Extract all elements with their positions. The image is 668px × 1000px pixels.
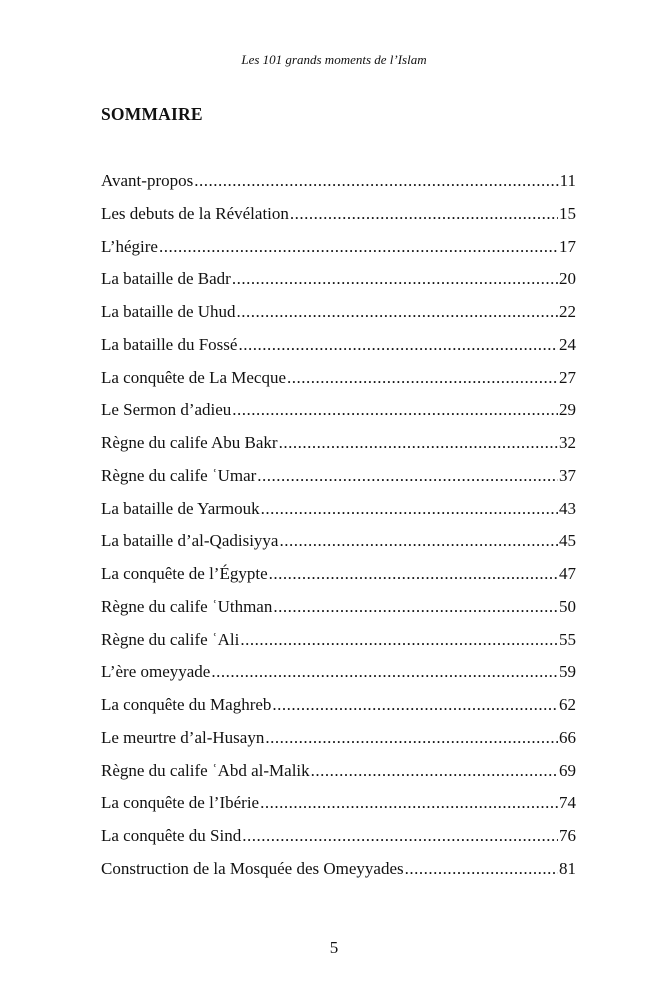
toc-dot-leader [405, 853, 558, 886]
toc-entry [101, 296, 576, 329]
toc-entry-title: La conquête du Sind [101, 826, 242, 845]
toc-dot-leader [238, 329, 558, 362]
toc-dot-leader [279, 525, 558, 558]
toc-entry-page: 45 [559, 531, 576, 551]
toc-entry-title: La conquête de l’Ibérie [101, 793, 260, 813]
toc-dot-leader [272, 689, 558, 722]
toc-entry [101, 263, 576, 296]
toc-entry-page: 24 [559, 334, 576, 354]
toc-entry-page: 69 [559, 760, 576, 780]
toc-entry-page: 22 [559, 302, 576, 321]
toc-entry [101, 525, 576, 558]
toc-dot-leader [242, 820, 558, 853]
toc-entry-page: 15 [559, 203, 576, 223]
toc-entry-page: 76 [559, 826, 576, 845]
toc-entry-title: L’ère omeyyade [101, 662, 211, 682]
toc-entry-page: 11 [559, 171, 576, 190]
toc-dot-leader [260, 787, 558, 820]
toc-dot-leader [237, 296, 558, 329]
toc-entry [101, 493, 576, 526]
toc-dot-leader [159, 231, 558, 264]
toc-entry-page: 74 [559, 793, 576, 813]
toc-dot-leader [279, 427, 558, 460]
toc-entry [101, 427, 576, 460]
toc-dot-leader [194, 165, 558, 198]
toc-entry [101, 198, 576, 231]
toc-entry-title: La bataille de Uhud [101, 302, 236, 321]
toc-entry-title: L’hégire [101, 236, 158, 256]
toc-entry [101, 165, 576, 198]
toc-entry-page: 81 [559, 858, 576, 878]
toc-entry-title: Le meurtre d’al-Husayn [101, 727, 265, 747]
toc-entry-page: 27 [559, 367, 576, 387]
toc-entry-title: La bataille d’al-Qadisiyya [101, 531, 279, 551]
toc-dot-leader [261, 493, 558, 526]
toc-entry-title: Construction de la Mosquée des Omeyyades [101, 858, 404, 878]
toc-entry [101, 591, 576, 624]
toc-entry-page: 17 [559, 236, 576, 256]
toc-entry [101, 362, 576, 395]
toc-dot-leader [269, 558, 558, 591]
toc-entry-page: 32 [559, 433, 576, 452]
toc-entry [101, 624, 576, 657]
toc-entry [101, 329, 576, 362]
toc-entry-page: 47 [559, 564, 576, 583]
toc-entry-page: 62 [559, 695, 576, 714]
toc-entry-title: Règne du calife ʿUmar [101, 465, 257, 485]
toc-dot-leader [232, 394, 558, 427]
toc-dot-leader [265, 722, 558, 755]
toc-entry-page: 37 [559, 465, 576, 485]
section-title: SOMMAIRE [101, 104, 203, 124]
toc-entry [101, 722, 576, 755]
table-of-contents [101, 165, 576, 886]
toc-dot-leader [273, 591, 558, 624]
toc-entry [101, 689, 576, 722]
toc-entry-page: 59 [559, 662, 576, 682]
toc-entry-title: La conquête de l’Égypte [101, 564, 268, 583]
toc-entry-title: Règne du calife Abu Bakr [101, 433, 278, 452]
toc-entry [101, 853, 576, 886]
toc-entry [101, 460, 576, 493]
toc-entry-page: 50 [559, 596, 576, 616]
toc-entry-page: 55 [559, 629, 576, 649]
toc-entry [101, 558, 576, 591]
toc-dot-leader [290, 198, 558, 231]
toc-dot-leader [311, 755, 558, 788]
toc-dot-leader [240, 624, 558, 657]
toc-entry-title: La conquête de La Mecque [101, 367, 287, 387]
toc-entry [101, 231, 576, 264]
toc-entry-title: La bataille du Fossé [101, 334, 238, 354]
toc-entry [101, 755, 576, 788]
toc-entry [101, 394, 576, 427]
toc-dot-leader [257, 460, 558, 493]
toc-dot-leader [287, 362, 558, 395]
toc-entry-title: Règne du calife ʿAbd al-Malik [101, 760, 310, 780]
toc-entry-page: 29 [559, 400, 576, 420]
toc-entry [101, 820, 576, 853]
toc-entry-page: 43 [559, 498, 576, 518]
toc-entry-title: Les debuts de la Révélation [101, 203, 289, 223]
toc-entry-title: La conquête du Maghreb [101, 695, 272, 714]
toc-dot-leader [232, 263, 558, 296]
toc-entry-title: Avant-propos [101, 171, 194, 190]
running-header: Les 101 grands moments de l’Islam [241, 52, 427, 67]
toc-entry [101, 787, 576, 820]
toc-entry-title: Le Sermon d’adieu [101, 400, 232, 420]
toc-entry-page: 66 [559, 727, 576, 747]
page-number: 5 [329, 938, 339, 957]
toc-entry-title: La bataille de Yarmouk [101, 498, 260, 518]
toc-entry-page: 20 [559, 269, 576, 289]
toc-entry [101, 656, 576, 689]
toc-entry-title: Règne du calife ʿAli [101, 629, 240, 649]
toc-entry-title: La bataille de Badr [101, 269, 231, 289]
toc-dot-leader [211, 656, 558, 689]
toc-entry-title: Règne du calife ʿUthman [101, 596, 273, 616]
